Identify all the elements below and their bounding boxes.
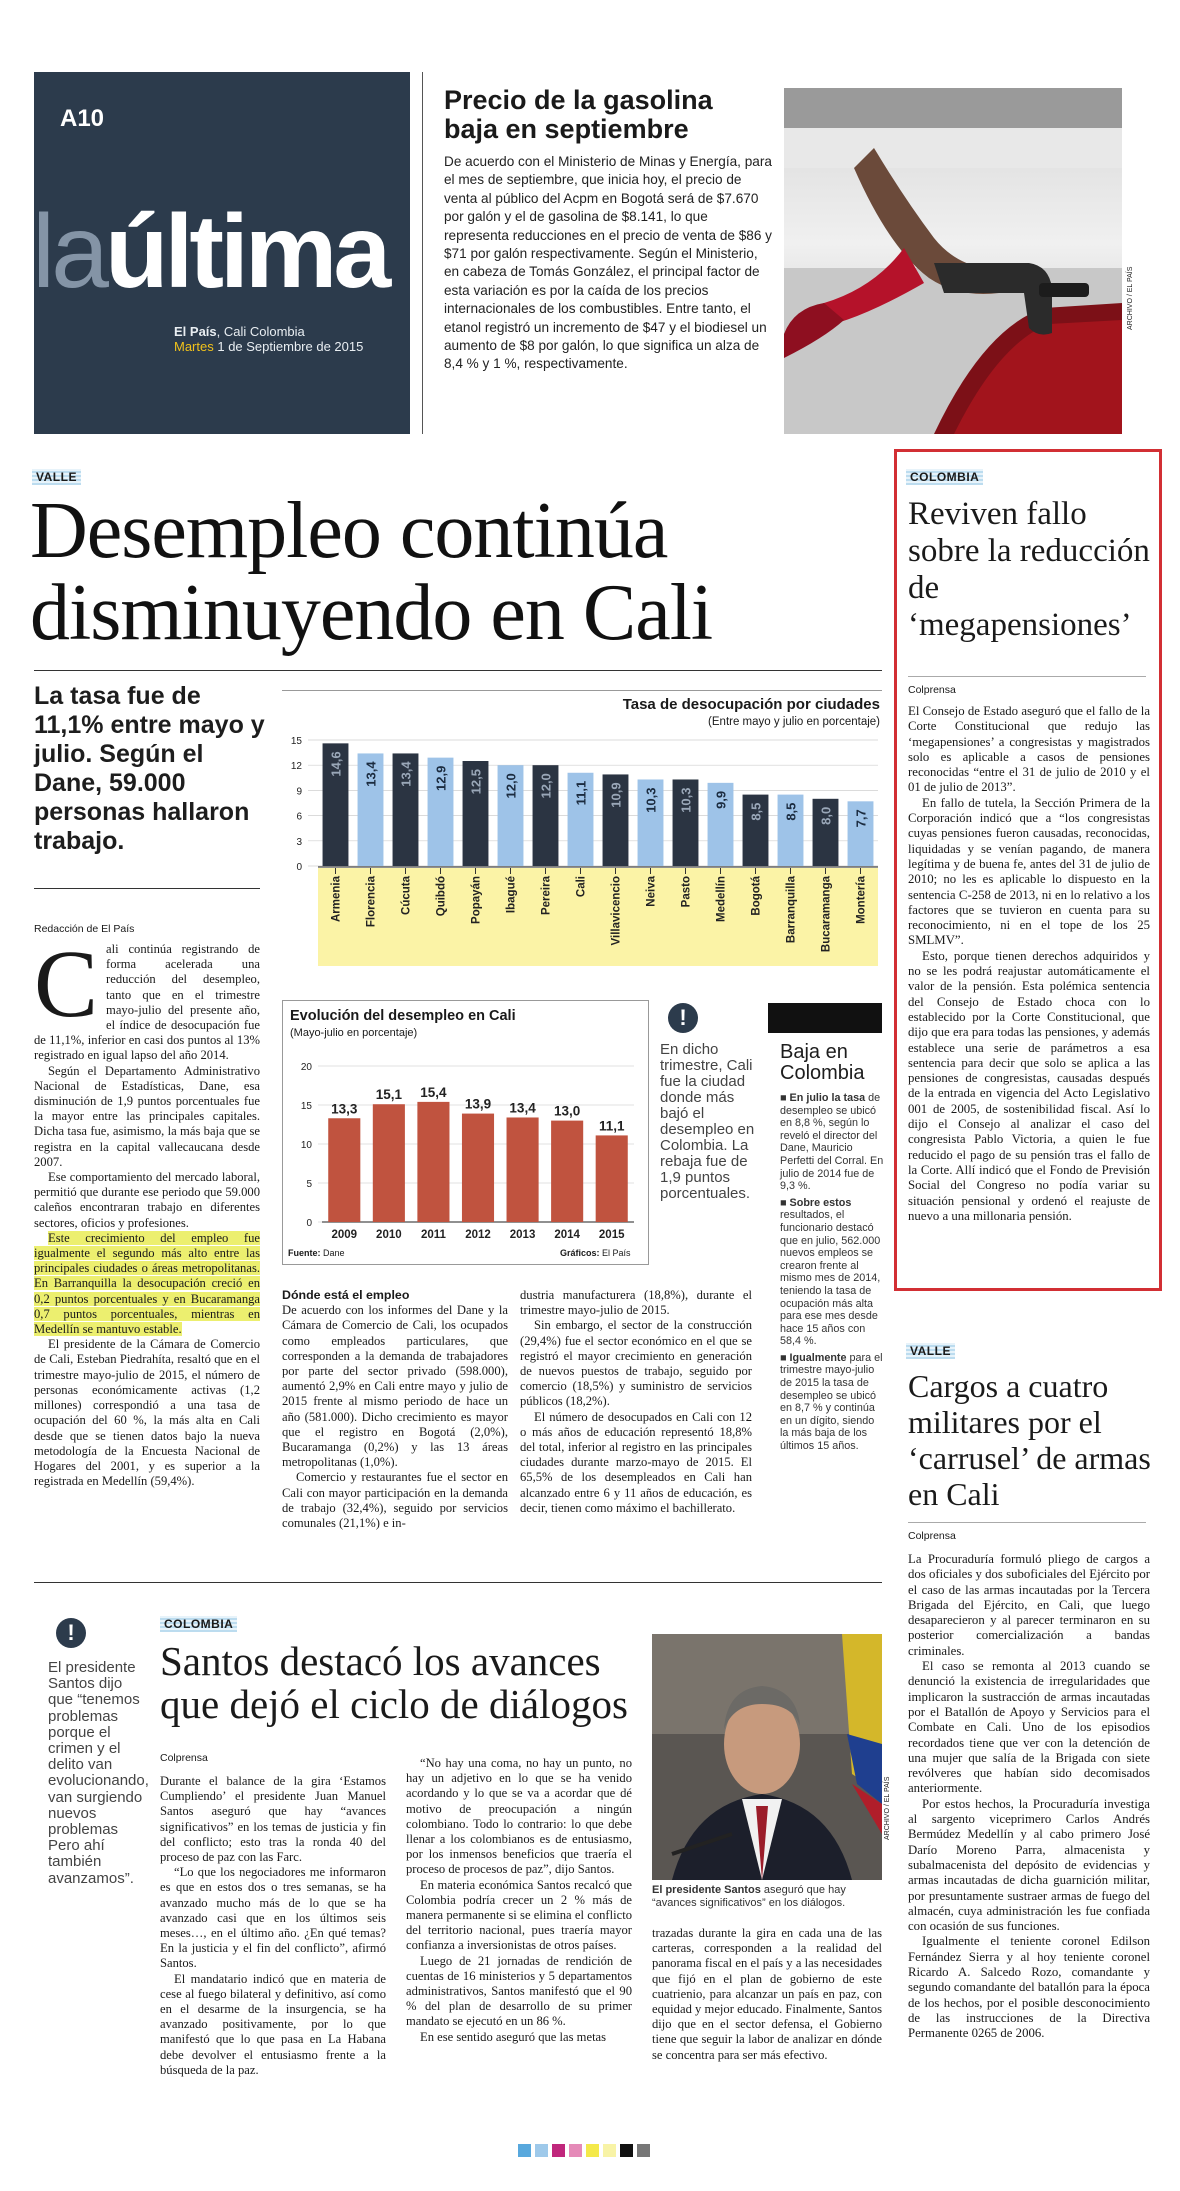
x-tick-label: Pereira: [540, 876, 553, 916]
bar: [507, 1117, 539, 1222]
santos-caption: El presidente Santos aseguró que hay “avances significativos” en los diálogos.: [652, 1884, 846, 1909]
bar-value-label: 12,0: [503, 773, 519, 799]
main-col2: Dónde está el empleo De acuerdo con los informes del Dane y la Cámara de Comercio de Cali, los ocupados como empleados particulares, que corresponden a la demanda de trabajadores por parte del sector privado (598.000), aumentó 2,9% en Cali entre mayo y julio de 2015 frente al mismo periodo de hace un año (581.000). Dicho crecimiento es mayor que el registro en Bogotá (2,0%), Bucaramanga (0,2%) y las 13 áreas metropolitanas (1,0%). Comercio y restaurantes fue el sector en Cali con mayor participación en la demanda de trabajo (32,4%), seguido por servicios comunales (21,1%) e in-: [282, 1288, 508, 1531]
x-tick-label: 2012: [465, 1229, 491, 1241]
gasoline-photo-credit: ARCHIVO / EL PAÍS: [1127, 266, 1134, 330]
x-tick-label: Montería: [855, 876, 868, 924]
main-byline: Redacción de El País: [34, 923, 135, 935]
bar-value-label: 10,3: [678, 787, 694, 813]
x-tick-label: Florencia: [365, 876, 378, 928]
main-deck: La tasa fue de 11,1% entre mayo y julio. Según el Dane, 59.000 personas hallaron trabajo.: [34, 682, 265, 855]
deck-divider: [34, 888, 260, 889]
cali-callout: En dicho trimestre, Cali fue la ciudad donde más bajó el desempleo en Colombia. La rebaja fue de 1,9 puntos porcentuales.: [660, 1041, 755, 1202]
santos-callout: El presidente Santos dijo que “tenemos problemas porque el crimen y el delito van evolucionando, van surgiendo nuevos problemas Pero ahí también avanzamos”.: [48, 1659, 149, 1887]
baja-header-bar: [768, 1003, 882, 1033]
city-unemployment-chart: [282, 728, 882, 978]
x-tick-label: Bogotá: [750, 876, 763, 916]
baja-items: [780, 1092, 884, 1453]
main-col3: dustria manufacturera (18,8%), durante el trimestre mayo-julio de 2015. Sin embargo, el sector de la construcción (29,4%) fue el sector económico en el que se registró el mayor crecimiento en generación de nuevos puestos de trabajo, seguido por comercio (18,5%) y suministro de servicios públicos (18,2%). El número de desocupados en Cali con 12 o más años de educación representó 18,8% del total, inferior al registro en las principales ciudades durante marzo-mayo de 2015. El 65,5% de los desempleados en Cali han alcanzado entre 6 y 11 años de educación, es decir, tienen como máximo el bachillerato.: [520, 1288, 752, 1515]
highlighted-text: Este crecimiento del empleo fue igualmente el segundo más alto entre las principales ciudades o áreas metropolitanas. En Barranquilla la desocupación creció en 0,2 puntos porcentuales y en Bucaramanga 0,7 puntos porcentuales, mientras en Medellín se mantuvo estable.: [34, 1230, 260, 1337]
bar-value-label: 10,3: [643, 787, 659, 813]
cali-chart-source: Fuente: Dane: [288, 1248, 345, 1258]
x-tick-label: Cali: [575, 876, 588, 898]
color-registration-strip: [518, 2144, 650, 2157]
city-chart-subtitle: (Entre mayo y julio en porcentaje): [708, 716, 880, 728]
edition-info: El País, Cali Colombia Martes 1 de Septiembre de 2015: [174, 324, 364, 354]
y-tick-label: 20: [300, 1062, 312, 1073]
bar: [462, 1114, 494, 1222]
arms-body: La Procuraduría formuló pliego de cargos a dos oficiales y dos suboficiales del Ejército por el caso de las armas incautadas por la Tercera Brigada del Ejército, en Cali, que luego desaparecieron y al parecer terminaron en su posterior comercialización a bandas criminales. El caso se remonta al 2013 cuando se denunció la existencia de irregularidades que implicaron la sustracción de armas incautadas por el Batallón de Apoyo y Servicios para el Combate en Cali. Uno de los episodios recordados tiene que ver con la detención de una mujer que salía de la Brigada con siete revólveres que habían sido decomisados anteriormente. Por estos hechos, la Procuraduría investiga al sargento viceprimero Carlos Andrés Bermúdez Medellín y al cabo primero José Darío Moreno Parra, almacenista y subalmacenista del depósito de evidencias y armas incautadas de dicha guarnición militar, por presuntamente sustraer armas de fuego del almacén, cuya administración les fue confiada con ocasión de sus funciones. Igualmente el teniente coronel Edilson Fernández Sierra y al hoy teniente coronel Ricardo A. Salcedo Rozo, comandante y segundo comandante del batallón para la época de los hechos, por el posible desconocimiento de las instrucciones de la Directiva Permanente 0265 de 2006.: [908, 1552, 1151, 2041]
x-tick-label: Bucaramanga: [820, 876, 833, 953]
santos-col2: “No hay una coma, no hay un punto, no hay un adjetivo en lo que se ha venido acordando y lo que se va a acordar que dé motivo de preocupación a ningún colombiano. Todo lo contrario: lo que debe llenar a los colombianos es de entusiasmo, por los inmensos beneficios que traería el proceso de procesos de paz”, dijo Santos. En materia económica Santos recalcó que Colombia podría crecer un 2 % más de manera permanente si se elimina el conflicto del territorio nacional, pues traería mayor confianza a inversionistas de otros países. Luego de 21 jornadas de rendición de cuentas de 16 ministerios y 5 departamentos administrativos, Santos manifestó que el 90 % del plan de desarrollo de su primer mandato se ejecutó en un 86 %. En ese sentido aseguró que las metas: [406, 1756, 632, 2044]
main-section-tag: VALLE: [32, 468, 81, 486]
cali-chart-graphics: Gráficos: El País: [560, 1248, 631, 1258]
bar-value-label: 8,5: [783, 802, 799, 821]
bar-value-label: 15,1: [375, 1087, 402, 1103]
baja-title: Baja en Colombia: [780, 1041, 865, 1084]
bar: [596, 1135, 628, 1222]
pensions-divider: [908, 676, 1146, 677]
gasoline-body: De acuerdo con el Ministerio de Minas y Energía, para el mes de septiembre, que inicia hoy, el precio de venta al público del Acpm en Bogotá será de $7.670 por galón y el de gasolina de $8.141, lo que representa reducciones en el precio de venta de $86 y $71 por galón respectivamente. Según el Ministerio, en cabeza de Tomás González, el principal factor de esta variación es por la caída de los precios internacionales de los combustibles. Entre tanto, el etanol registró un incremento de $47 y el biodiesel un aumento de $8 por galón, lo que significa un alza de 8,4 % y 1 %, respectivamente.: [444, 154, 772, 372]
x-tick-label: Medellín: [715, 876, 728, 923]
y-tick-label: 12: [290, 761, 302, 773]
y-tick-label: 10: [300, 1140, 312, 1151]
y-tick-label: 0: [296, 862, 302, 873]
santos-col1: Durante el balance de la gira ‘Estamos Cumpliendo’ el presidente Juan Manuel Santos aseguró que hay “avances significativos” en los temas de justicia y fin del conflicto; esto tras la ronda 40 del proceso de paz con las Farc. “Lo que los negociadores me informaron es que en estos dos o tres semanas, se ha avanzado mucho más de lo que se ha avanzado casi que en los últimos seis meses…, en el último año. ¿En qué temas? En la justicia y el fin del conflicto”, afirmó Santos. El mandatario indicó que en materia de cese al fuego bilateral y definitivo, así como en el desarme de la insurgencia, se ha avanzado positivamente, por lo que manifestó que lo que pasa en La Habana debe devolver el entusiasmo frente a la búsqueda de la paz.: [160, 1774, 386, 2077]
bar: [328, 1118, 360, 1222]
x-tick-label: Barranquilla: [785, 876, 798, 944]
masthead-divider: [422, 72, 423, 434]
x-tick-label: 2013: [509, 1229, 536, 1241]
santos-exclamation-icon: !: [56, 1618, 86, 1648]
x-tick-label: 2010: [376, 1229, 402, 1241]
x-tick-label: Popayán: [470, 876, 483, 924]
bar: [373, 1104, 405, 1222]
bar-value-label: 10,9: [608, 782, 624, 808]
arms-byline: Colprensa: [908, 1530, 956, 1542]
x-tick-label: Quibdó: [435, 876, 448, 917]
pensions-section-tag: COLOMBIA: [906, 468, 983, 486]
bar-value-label: 8,0: [818, 806, 834, 825]
y-tick-label: 3: [296, 836, 302, 848]
x-tick-label: Villavicencio: [610, 876, 623, 946]
y-tick-label: 15: [290, 736, 302, 747]
santos-headline: Santos destacó los avances que dejó el ciclo de diálogos: [160, 1638, 628, 1727]
x-tick-label: 2011: [420, 1229, 446, 1241]
bar: [551, 1121, 583, 1222]
main-headline-divider: [34, 670, 882, 671]
col2-subhead: Dónde está el empleo: [282, 1288, 410, 1302]
y-tick-label: 6: [296, 811, 302, 823]
bar-value-label: 15,4: [420, 1084, 447, 1100]
x-tick-label: Cúcuta: [400, 876, 413, 915]
bar-value-label: 9,9: [713, 790, 729, 809]
santos-portrait-image: [652, 1634, 882, 1880]
brand-logo: laúltima: [32, 194, 388, 310]
dropcap: C: [34, 930, 99, 1037]
pensions-headline: Reviven fallo sobre la reducción de ‘megapensiones’: [908, 496, 1150, 643]
main-headline: Desempleo continúa disminuyendo en Cali: [30, 487, 713, 657]
pensions-body: El Consejo de Estado aseguró que el fallo de la Corte Constitucional que redujo las ‘megapensiones’ a congresistas y magistrados solo es aplicable a casos de pensiones reconocidas “entre el 31 de julio de 2010 y el 01 de julio de 2013”. En fallo de tutela, la Sección Primera de la Corporación indicó que a “los congresistas cuyas pensiones fueron causadas, reconocidas, liquidadas y se venían pagando, de manera legítima y de buena fe, antes del 31 de julio de 2010; no les es aplicable lo dispuesto en la sentencia C-258 de 2013, ni en lo relativo a los factores que se tuvieron en cuenta para su reconocimiento, ni en el tope de los 25 SMLMV”. Esto, porque tienen derechos adquiridos y no se les podrá reajustar automáticamente el valor de la pensión. Esta polémica sentencia del Consejo de Estado choca con lo establecido por la Corte Constitucional, que dijo que era para todas las pensiones, y además establece una serie de parámetros a esa sentencia para decir que solo se aplica a las pensiones de congresistas, causadas después de la entrada en vigencia del Acto Legislativo 001 de 2005, de sostenibilidad fiscal. Así lo dijo el Consejo al analizar el caso del congresista Pablo Victoria, a quien le fue reducido el pago de su pensión tras el fallo de la Corte. Allí indicó que el Fondo de Previsión Social del Congreso no podía variar su situación pensional y ordenó el reajuste de nuevo a una millonaria pensión.: [908, 704, 1150, 1223]
bar-value-label: 11,1: [573, 780, 589, 806]
pensions-byline: Colprensa: [908, 684, 956, 696]
santos-section-tag: COLOMBIA: [160, 1615, 237, 1633]
bar-value-label: 13,4: [398, 761, 414, 787]
santos-byline: Colprensa: [160, 1752, 208, 1764]
chart-top-rule: [282, 690, 882, 691]
baja-item: ■ En julio la tasa de desempleo se ubicó en 8,8 %, según lo reveló el director del Dane, Mauricio Perfetti del Corral. En julio de 2014 fue de 9,3 %.: [780, 1092, 884, 1193]
santos-photo-credit: ARCHIVO / EL PAÍS: [884, 1776, 891, 1840]
x-tick-label: 2009: [331, 1229, 358, 1241]
santos-col3: trazadas durante la gira en cada una de las carteras, corresponden a la realidad del panorama fiscal en el país y a las necesidades que fijó en el plan de gobierno de este cuatrienio, para alcanzar un país en paz, con equidad y mejor educado. Finalmente, Santos dijo que en el sector defensa, el Gobierno tiene que seguir la labor de analizar en dónde se concentra para ser más efectivo.: [652, 1926, 882, 2062]
y-tick-label: 15: [300, 1101, 312, 1112]
bar-value-label: 12,5: [468, 769, 484, 795]
baja-item: ■ Sobre estos resultados, el funcionario destacó que en julio, 562.000 nuevos empleos se crearon frente al mismo mes de 2014, teniendo la tasa de ocupación más alta para ese mes desde hace 15 años con 58,4 %.: [780, 1196, 881, 1348]
bar-value-label: 13,4: [509, 1100, 536, 1116]
arms-divider: [908, 1522, 1146, 1523]
cali-chart-title: Evolución del desempleo en Cali: [290, 1008, 516, 1024]
main-col1: C ali continúa registrando de forma acelerada una reducción del desempleo, tanto que en el trimestre mayo-julio del presente año, el índice de desocupación fue de 11,1%, inferior en casi dos puntos al 13% registrado en igual lapso del año 2014. Según el Departamento Administrativo Nacional de Estadísticas, Dane, esa disminución de 1,9 puntos porcentuales fue la mayor entre las principales capitales. Dicha tasa fue, asimismo, la más baja que se registra en la capital vallecaucana desde 2007. Ese comportamiento del mercado laboral, permitió que durante ese periodo que 59.000 caleños encontraran trabajo en diferentes sectores, oficios y profesiones. Este crecimiento del empleo fue igualmente el segundo más alto entre las principales ciudades o áreas metropolitanas. En Barranquilla la desocupación creció en 0,2 puntos porcentuales y en Bucaramanga 0,7 puntos porcentuales, mientras en Medellín se mantuvo estable. El presidente de la Cámara de Comercio de Cali, Esteban Piedrahíta, resaltó que en el trimestre mayo-julio de 2015, el número de personas económicamente activas (1,2 millones) correspondió a una tasa de ocupación del 60 %, la más alta en Cali desde que se tienen datos bajo la nueva metodología de la Encuesta Nacional de Hogares del 2001, y es superior a la registrada en Medellín (59,4%).: [34, 930, 260, 1489]
bar-value-label: 13,0: [554, 1103, 581, 1119]
y-tick-label: 5: [306, 1179, 312, 1190]
santos-photo: [652, 1634, 882, 1880]
bar-value-label: 13,9: [464, 1096, 492, 1112]
x-tick-label: 2015: [598, 1229, 625, 1241]
bar-value-label: 11,1: [598, 1118, 625, 1134]
x-tick-label: Ibagué: [505, 876, 518, 914]
gasoline-title: Precio de la gasolina baja en septiembre: [444, 85, 713, 144]
cali-evolution-chart: [282, 1054, 647, 1252]
city-chart-title: Tasa de desocupación por ciudades: [622, 696, 880, 713]
page-number: A10: [60, 105, 105, 132]
bar-value-label: 13,3: [331, 1101, 358, 1117]
x-tick-label: Pasto: [680, 876, 693, 908]
santos-top-rule: [34, 1582, 882, 1583]
y-tick-label: 0: [306, 1218, 312, 1229]
bar-value-label: 12,0: [538, 773, 554, 799]
masthead-box: [34, 72, 410, 434]
baja-item: ■ Igualmente para el trimestre mayo-julio de 2015 la tasa de desempleo se ubicó en 8,7 % y continúa en un dígito, siendo la más baja de los últimos 15 años.: [780, 1351, 883, 1453]
exclamation-icon: !: [668, 1003, 698, 1033]
arms-section-tag: VALLE: [906, 1342, 955, 1360]
bar-value-label: 14,6: [328, 751, 344, 777]
x-tick-label: Armenia: [330, 876, 343, 923]
y-tick-label: 9: [296, 786, 302, 798]
bar-value-label: 13,4: [363, 761, 379, 787]
x-tick-label: 2014: [554, 1229, 580, 1241]
gas-nozzle-image: [784, 88, 1122, 434]
cali-chart-subtitle: (Mayo-julio en porcentaje): [290, 1027, 418, 1039]
x-tick-label: Neiva: [645, 876, 658, 907]
bar-value-label: 12,9: [433, 765, 449, 791]
bar: [417, 1102, 449, 1222]
arms-headline: Cargos a cuatro militares por el ‘carrusel’ de armas en Cali: [908, 1368, 1151, 1512]
bar-value-label: 8,5: [748, 802, 764, 821]
gasoline-photo: [784, 88, 1122, 434]
bar-value-label: 7,7: [853, 809, 869, 828]
